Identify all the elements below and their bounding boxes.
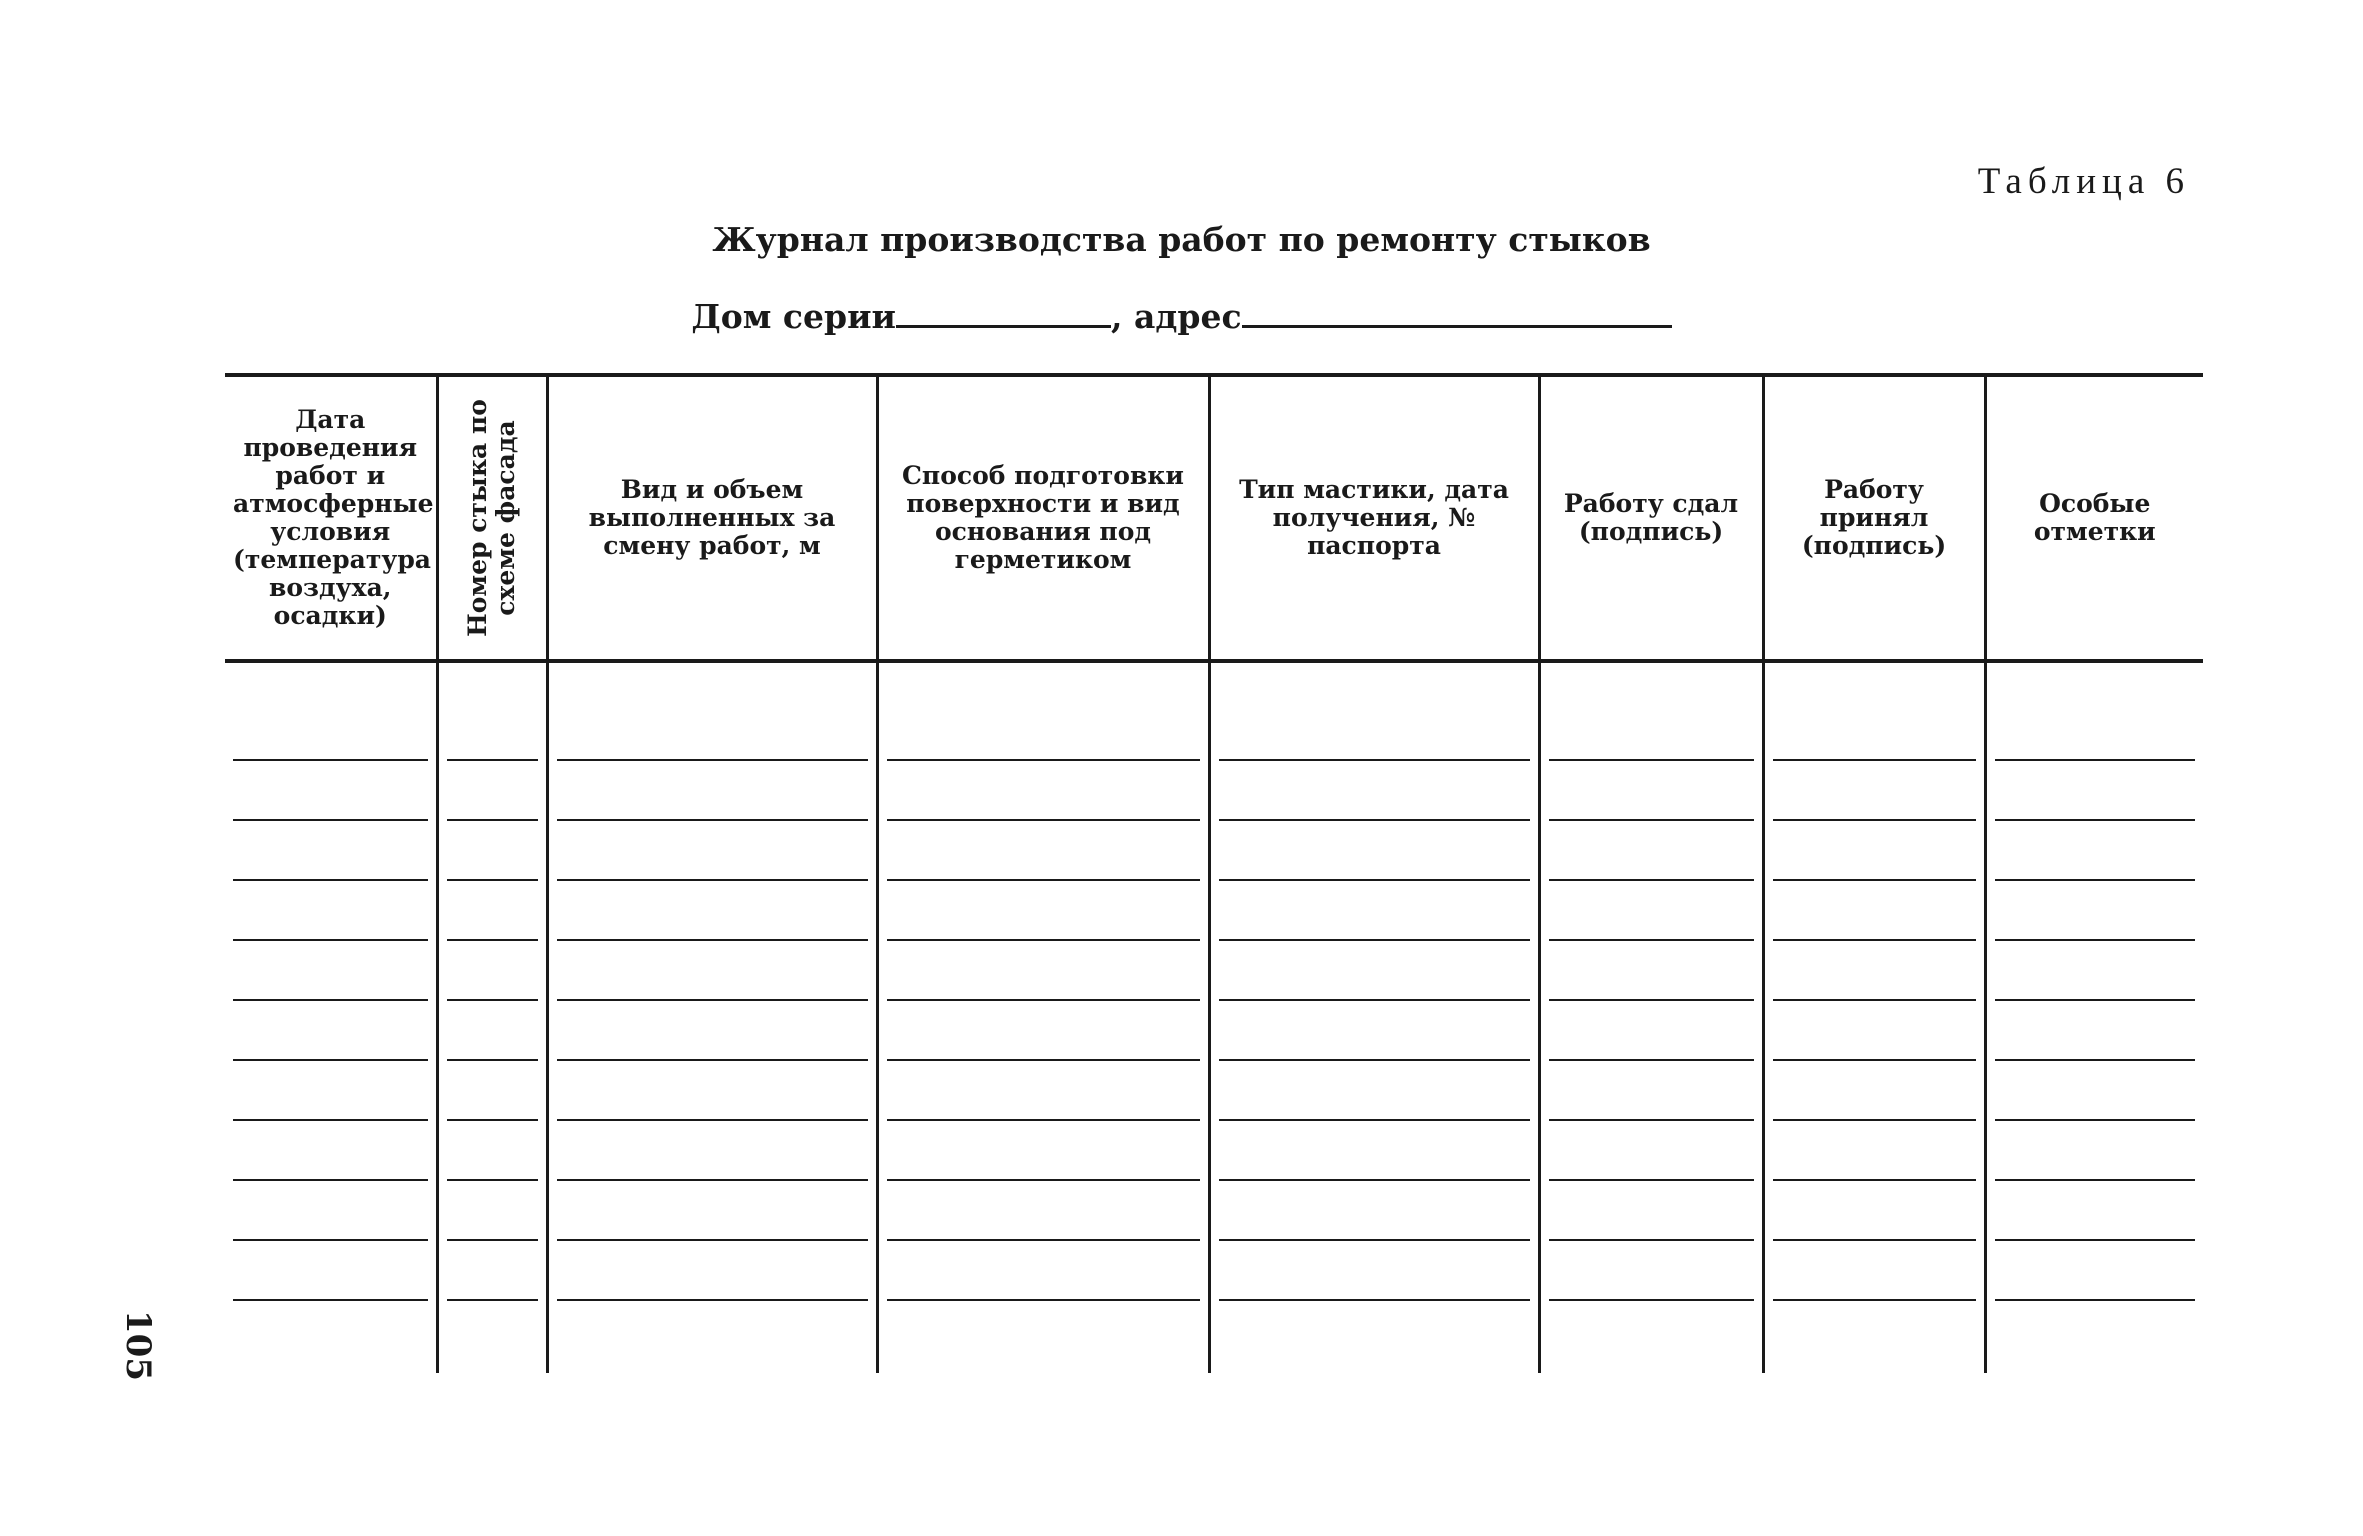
blank-cell-surface-preparation[interactable] xyxy=(877,1243,1209,1303)
blank-cell-surface-preparation[interactable] xyxy=(877,1063,1209,1123)
blank-cell-special-notes[interactable] xyxy=(1985,1243,2203,1303)
row-rule-line xyxy=(233,939,428,941)
series-separator: , xyxy=(1111,297,1123,336)
row-rule-line xyxy=(1549,759,1754,761)
row-rule-line xyxy=(1219,1179,1530,1181)
tail-cell xyxy=(1985,1303,2203,1373)
blank-cell-mastic-type[interactable] xyxy=(1209,1243,1539,1303)
row-rule-line xyxy=(1995,879,2196,881)
table-row xyxy=(225,1243,2203,1303)
row-rule-line xyxy=(1773,939,1976,941)
row-rule-line xyxy=(233,1299,428,1301)
row-rule-line xyxy=(557,879,868,881)
blank-cell-date-conditions[interactable] xyxy=(225,1123,437,1183)
blank-cell-work-accepted[interactable] xyxy=(1763,661,1985,763)
table-row xyxy=(225,1123,2203,1183)
blank-cell-mastic-type[interactable] xyxy=(1209,763,1539,823)
blank-cell-mastic-type[interactable] xyxy=(1209,823,1539,883)
blank-cell-work-handed-over[interactable] xyxy=(1539,1003,1763,1063)
row-rule-line xyxy=(447,1119,538,1121)
row-rule-line xyxy=(447,939,538,941)
row-rule-line xyxy=(557,1299,868,1301)
blank-cell-date-conditions[interactable] xyxy=(225,1063,437,1123)
blank-cell-special-notes[interactable] xyxy=(1985,883,2203,943)
blank-cell-work-accepted[interactable] xyxy=(1763,883,1985,943)
blank-cell-work-handed-over[interactable] xyxy=(1539,1243,1763,1303)
column-header-work-handed-over: Работу сдал (подпись) xyxy=(1539,375,1763,661)
blank-cell-work-accepted[interactable] xyxy=(1763,763,1985,823)
row-rule-line xyxy=(1773,1239,1976,1241)
column-header-work-accepted: Работу принял (подпись) xyxy=(1763,375,1985,661)
row-rule-line xyxy=(1773,879,1976,881)
blank-cell-mastic-type[interactable] xyxy=(1209,661,1539,763)
row-rule-line xyxy=(1219,1299,1530,1301)
table-row xyxy=(225,943,2203,1003)
row-rule-line xyxy=(887,1299,1200,1301)
row-rule-line xyxy=(1549,939,1754,941)
blank-cell-special-notes[interactable] xyxy=(1985,1063,2203,1123)
row-rule-line xyxy=(1219,1239,1530,1241)
blank-cell-date-conditions[interactable] xyxy=(225,823,437,883)
blank-cell-surface-preparation[interactable] xyxy=(877,661,1209,763)
blank-cell-special-notes[interactable] xyxy=(1985,1183,2203,1243)
blank-cell-special-notes[interactable] xyxy=(1985,1003,2203,1063)
blank-cell-work-volume[interactable] xyxy=(547,661,877,763)
row-rule-line xyxy=(1995,759,2196,761)
blank-cell-joint-number[interactable] xyxy=(437,943,547,1003)
row-rule-line xyxy=(887,1179,1200,1181)
column-header-date-conditions: Дата проведения работ и атмосферные условия (температура воздуха, осадки) xyxy=(225,375,437,661)
row-rule-line xyxy=(233,819,428,821)
table-row xyxy=(225,883,2203,943)
blank-cell-special-notes[interactable] xyxy=(1985,763,2203,823)
blank-cell-joint-number[interactable] xyxy=(437,1243,547,1303)
row-rule-line xyxy=(1773,1119,1976,1121)
blank-cell-joint-number[interactable] xyxy=(437,1063,547,1123)
column-header-mastic-type: Тип мастики, дата получения, № паспорта xyxy=(1209,375,1539,661)
table-row xyxy=(225,1063,2203,1123)
row-rule-line xyxy=(1219,759,1530,761)
row-rule-line xyxy=(887,1119,1200,1121)
row-rule-line xyxy=(447,879,538,881)
blank-cell-date-conditions[interactable] xyxy=(225,661,437,763)
blank-cell-work-volume[interactable] xyxy=(547,883,877,943)
row-rule-line xyxy=(1549,1179,1754,1181)
row-rule-line xyxy=(447,1239,538,1241)
column-header-work-volume: Вид и объем выполненных за смену работ, м xyxy=(547,375,877,661)
blank-cell-joint-number[interactable] xyxy=(437,763,547,823)
blank-cell-work-handed-over[interactable] xyxy=(1539,763,1763,823)
row-rule-line xyxy=(1995,1179,2196,1181)
blank-cell-work-handed-over[interactable] xyxy=(1539,883,1763,943)
row-rule-line xyxy=(1773,759,1976,761)
row-rule-line xyxy=(1219,999,1530,1001)
row-rule-line xyxy=(1549,1239,1754,1241)
row-rule-line xyxy=(557,819,868,821)
blank-cell-work-accepted[interactable] xyxy=(1763,943,1985,1003)
row-rule-line xyxy=(1995,819,2196,821)
blank-cell-date-conditions[interactable] xyxy=(225,1243,437,1303)
blank-cell-work-volume[interactable] xyxy=(547,1183,877,1243)
blank-cell-date-conditions[interactable] xyxy=(225,883,437,943)
blank-cell-special-notes[interactable] xyxy=(1985,823,2203,883)
blank-cell-special-notes[interactable] xyxy=(1985,661,2203,763)
series-address-line xyxy=(0,295,2363,336)
row-rule-line xyxy=(447,999,538,1001)
blank-cell-work-volume[interactable] xyxy=(547,1003,877,1063)
tail-cell xyxy=(1539,1303,1763,1373)
row-rule-line xyxy=(1773,819,1976,821)
blank-cell-special-notes[interactable] xyxy=(1985,943,2203,1003)
column-header-joint-number xyxy=(437,375,547,661)
blank-cell-surface-preparation[interactable] xyxy=(877,823,1209,883)
blank-cell-surface-preparation[interactable] xyxy=(877,943,1209,1003)
row-rule-line xyxy=(447,1179,538,1181)
row-rule-line xyxy=(1219,1059,1530,1061)
row-rule-line xyxy=(447,819,538,821)
blank-cell-work-volume[interactable] xyxy=(547,763,877,823)
row-rule-line xyxy=(1549,1119,1754,1121)
row-rule-line xyxy=(1549,879,1754,881)
row-rule-line xyxy=(233,1119,428,1121)
table-tail-row xyxy=(225,1303,2203,1373)
address-label: адрес xyxy=(1134,297,1242,336)
blank-cell-mastic-type[interactable] xyxy=(1209,943,1539,1003)
blank-cell-joint-number[interactable] xyxy=(437,1003,547,1063)
row-rule-line xyxy=(233,879,428,881)
row-rule-line xyxy=(1773,1179,1976,1181)
row-rule-line xyxy=(887,939,1200,941)
row-rule-line xyxy=(233,1239,428,1241)
series-blank-field[interactable] xyxy=(896,295,1111,328)
blank-cell-joint-number[interactable] xyxy=(437,883,547,943)
blank-cell-work-volume[interactable] xyxy=(547,1063,877,1123)
row-rule-line xyxy=(557,939,868,941)
row-rule-line xyxy=(1549,999,1754,1001)
blank-cell-date-conditions[interactable] xyxy=(225,1003,437,1063)
blank-cell-work-accepted[interactable] xyxy=(1763,823,1985,883)
blank-cell-work-volume[interactable] xyxy=(547,1243,877,1303)
table-label: Таблица 6 xyxy=(1977,161,2190,202)
blank-cell-special-notes[interactable] xyxy=(1985,1123,2203,1183)
blank-cell-joint-number[interactable] xyxy=(437,661,547,763)
tail-cell xyxy=(547,1303,877,1373)
blank-cell-work-handed-over[interactable] xyxy=(1539,661,1763,763)
column-header-special-notes: Особые отметки xyxy=(1985,375,2203,661)
row-rule-line xyxy=(887,1239,1200,1241)
blank-cell-date-conditions[interactable] xyxy=(225,943,437,1003)
blank-cell-joint-number[interactable] xyxy=(437,823,547,883)
row-rule-line xyxy=(1773,1059,1976,1061)
row-rule-line xyxy=(1995,939,2196,941)
row-rule-line xyxy=(447,1059,538,1061)
row-rule-line xyxy=(233,759,428,761)
row-rule-line xyxy=(557,1179,868,1181)
row-rule-line xyxy=(233,1059,428,1061)
blank-cell-mastic-type[interactable] xyxy=(1209,1123,1539,1183)
table-row xyxy=(225,1183,2203,1243)
table-row xyxy=(225,823,2203,883)
blank-cell-surface-preparation[interactable] xyxy=(877,1003,1209,1063)
column-header-joint-number-text: Номер стыка по схеме фасада xyxy=(463,399,520,637)
blank-cell-work-accepted[interactable] xyxy=(1763,1123,1985,1183)
blank-cell-surface-preparation[interactable] xyxy=(877,883,1209,943)
row-rule-line xyxy=(1995,1239,2196,1241)
row-rule-line xyxy=(233,999,428,1001)
blank-cell-work-accepted[interactable] xyxy=(1763,1243,1985,1303)
row-rule-line xyxy=(887,819,1200,821)
row-rule-line xyxy=(557,999,868,1001)
blank-cell-work-volume[interactable] xyxy=(547,1123,877,1183)
row-rule-line xyxy=(1773,999,1976,1001)
row-rule-line xyxy=(1995,1299,2196,1301)
tail-cell xyxy=(225,1303,437,1373)
row-rule-line xyxy=(447,759,538,761)
row-rule-line xyxy=(887,1059,1200,1061)
tail-cell xyxy=(437,1303,547,1373)
blank-cell-work-volume[interactable] xyxy=(547,943,877,1003)
blank-cell-work-handed-over[interactable] xyxy=(1539,1183,1763,1243)
blank-cell-mastic-type[interactable] xyxy=(1209,1063,1539,1123)
row-rule-line xyxy=(1995,1059,2196,1061)
row-rule-line xyxy=(1549,1299,1754,1301)
tail-cell xyxy=(1763,1303,1985,1373)
journal-table xyxy=(225,373,2203,1373)
journal-title: Журнал производства работ по ремонту стыков xyxy=(712,220,1651,259)
row-rule-line xyxy=(233,1179,428,1181)
table-row xyxy=(225,763,2203,823)
blank-cell-work-handed-over[interactable] xyxy=(1539,1123,1763,1183)
blank-cell-surface-preparation[interactable] xyxy=(877,1183,1209,1243)
blank-cell-surface-preparation[interactable] xyxy=(877,1123,1209,1183)
blank-cell-joint-number[interactable] xyxy=(437,1123,547,1183)
blank-cell-work-handed-over[interactable] xyxy=(1539,943,1763,1003)
blank-cell-mastic-type[interactable] xyxy=(1209,1003,1539,1063)
row-rule-line xyxy=(1995,1119,2196,1121)
table-header-row xyxy=(225,375,2203,661)
row-rule-line xyxy=(557,1239,868,1241)
journal-table-body xyxy=(225,661,2203,1373)
tail-cell xyxy=(877,1303,1209,1373)
tail-cell xyxy=(1209,1303,1539,1373)
address-blank-field[interactable] xyxy=(1242,295,1672,328)
blank-cell-date-conditions[interactable] xyxy=(225,1183,437,1243)
row-rule-line xyxy=(1219,939,1530,941)
blank-cell-joint-number[interactable] xyxy=(437,1183,547,1243)
blank-cell-mastic-type[interactable] xyxy=(1209,883,1539,943)
blank-cell-work-accepted[interactable] xyxy=(1763,1063,1985,1123)
row-rule-line xyxy=(1549,819,1754,821)
row-rule-line xyxy=(1773,1299,1976,1301)
blank-cell-surface-preparation[interactable] xyxy=(877,763,1209,823)
blank-cell-work-handed-over[interactable] xyxy=(1539,823,1763,883)
table-row xyxy=(225,1003,2203,1063)
column-header-surface-preparation: Способ подготовки поверхности и вид основания под герметиком xyxy=(877,375,1209,661)
row-rule-line xyxy=(557,759,868,761)
blank-cell-date-conditions[interactable] xyxy=(225,763,437,823)
blank-cell-work-accepted[interactable] xyxy=(1763,1003,1985,1063)
row-rule-line xyxy=(887,759,1200,761)
row-rule-line xyxy=(1549,1059,1754,1061)
row-rule-line xyxy=(1219,879,1530,881)
row-rule-line xyxy=(887,879,1200,881)
table-row xyxy=(225,661,2203,763)
blank-cell-work-handed-over[interactable] xyxy=(1539,1063,1763,1123)
row-rule-line xyxy=(557,1059,868,1061)
blank-cell-mastic-type[interactable] xyxy=(1209,1183,1539,1243)
row-rule-line xyxy=(1995,999,2196,1001)
blank-cell-work-volume[interactable] xyxy=(547,823,877,883)
series-label: Дом серии xyxy=(691,297,897,336)
page-number: 105 xyxy=(118,1310,158,1381)
row-rule-line xyxy=(1219,819,1530,821)
row-rule-line xyxy=(557,1119,868,1121)
row-rule-line xyxy=(1219,1119,1530,1121)
row-rule-line xyxy=(447,1299,538,1301)
row-rule-line xyxy=(887,999,1200,1001)
blank-cell-work-accepted[interactable] xyxy=(1763,1183,1985,1243)
